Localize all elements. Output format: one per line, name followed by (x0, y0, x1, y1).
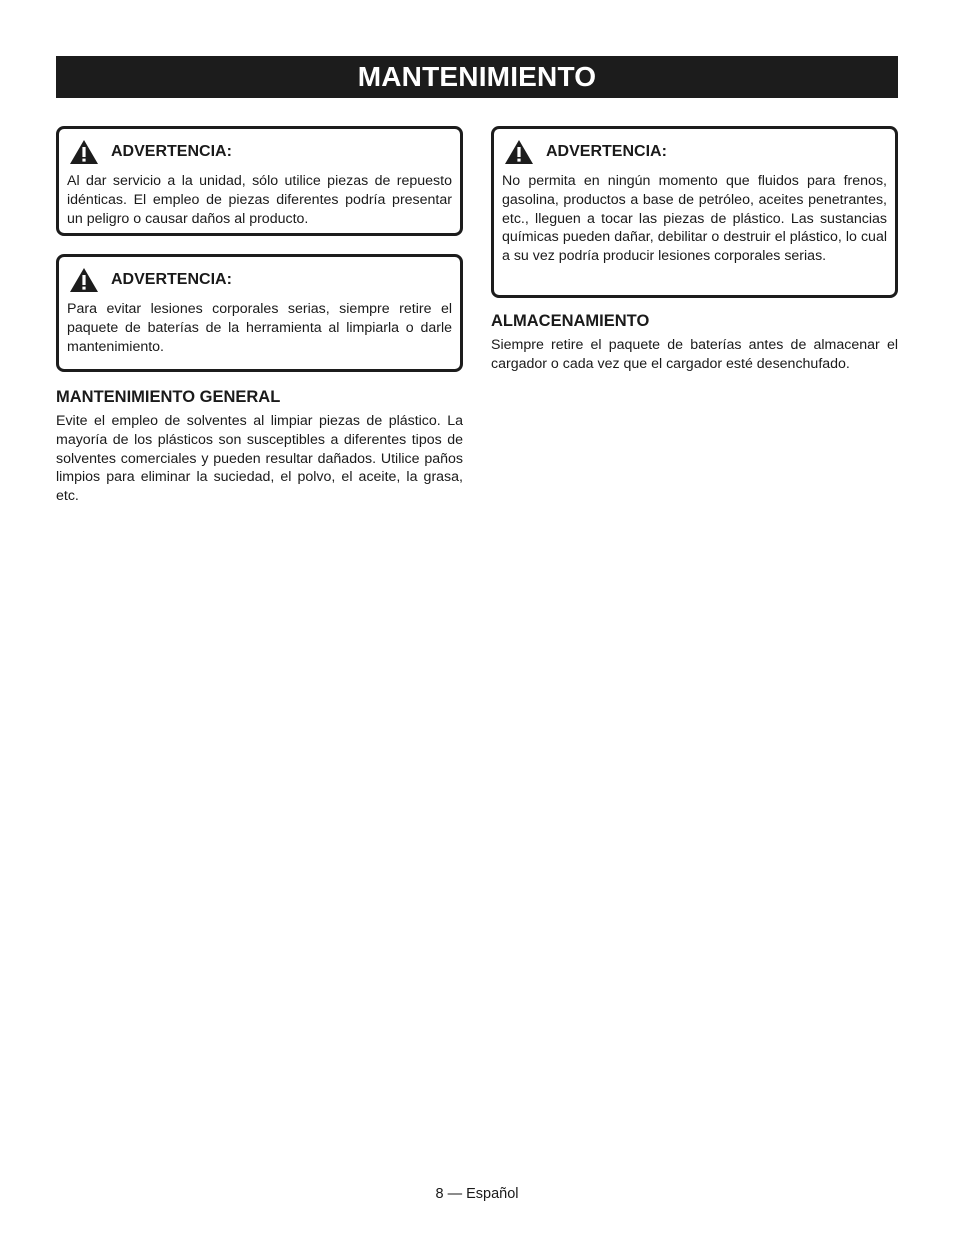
section-text: Siempre retire el paquete de baterías antes de almacenar el cargador o cada vez que el cargador esté desenchufado. (491, 337, 898, 372)
warning-box-fluids (491, 126, 898, 298)
section-storage (491, 312, 898, 374)
warning-title: ADVERTENCIA: (111, 271, 232, 288)
warning-title: ADVERTENCIA: (546, 143, 667, 160)
warning-title: ADVERTENCIA: (111, 143, 232, 160)
section-heading: MANTENIMIENTO GENERAL (56, 388, 281, 406)
warning-triangle-icon (504, 139, 534, 165)
warning-header (69, 139, 452, 165)
section-general-maintenance (56, 388, 463, 506)
warning-text: Al dar servicio a la unidad, sólo utilice piezas de repuesto idénticas. El empleo de piezas diferentes podría presentar un peligro o causar daños al producto. (67, 173, 452, 227)
warning-header (504, 139, 887, 165)
warning-text: No permita en ningún momento que fluidos para frenos, gasolina, productos a base de petróleo, aceites penetrantes, etc., lleguen a tocar las piezas de plástico. Las sustancias químicas pueden dañar, debilitar o destruir el plástico, lo cual a su vez podría producir lesiones corporales serias. (502, 173, 887, 265)
warning-text: Para evitar lesiones corporales serias, siempre retire el paquete de baterías de la herramienta al limpiarla o darle mantenimiento. (67, 301, 452, 355)
warning-box-battery-removal (56, 254, 463, 372)
left-column (56, 126, 463, 506)
warning-box-replacement-parts (56, 126, 463, 236)
section-text: Evite el empleo de solventes al limpiar piezas de plástico. La mayoría de los plásticos son susceptibles a diferentes tipos de solventes comerciales y pueden resultar dañados. Utilice paños limpios para eliminar la suciedad, el polvo, el aceite, la grasa, etc. (56, 413, 463, 505)
warning-header (69, 267, 452, 293)
warning-triangle-icon (69, 139, 99, 165)
right-column (491, 126, 898, 374)
section-heading: ALMACENAMIENTO (491, 312, 650, 330)
page-footer: 8 — Español (435, 1186, 519, 1202)
warning-triangle-icon (69, 267, 99, 293)
page-title: MANTENIMIENTO (56, 56, 898, 98)
